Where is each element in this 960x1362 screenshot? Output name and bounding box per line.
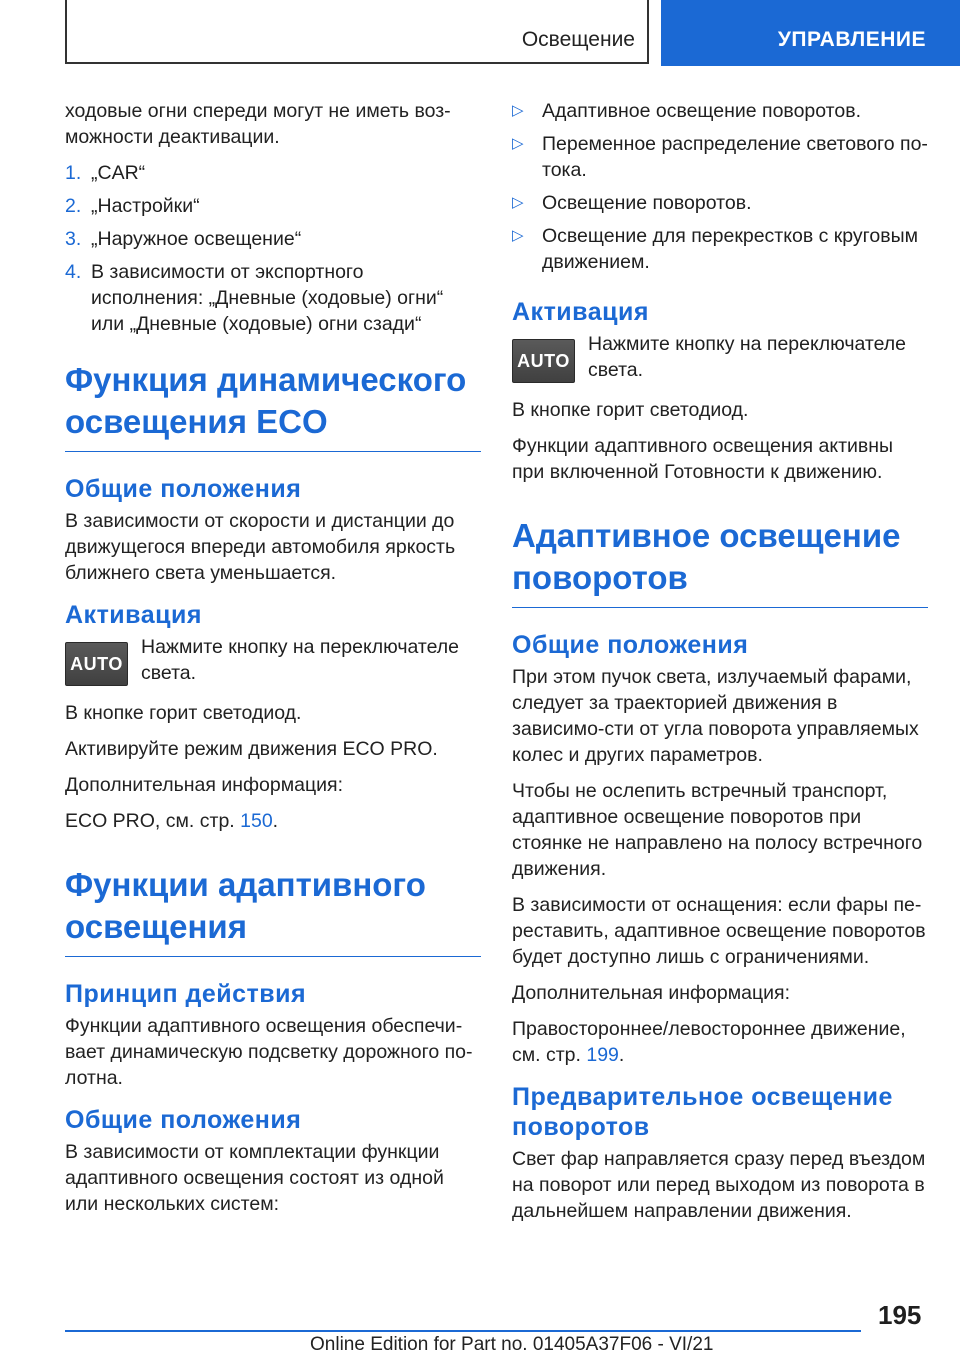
pre-turn-text: Свет фар направляется сразу перед въездом на поворот или перед выходом из поворота в дальнейшем направлении движения. xyxy=(512,1148,926,1222)
turn-more-info: Дополнительная информация: xyxy=(512,982,791,1004)
list-item: ▷ Переменное распределение светового по-тока. xyxy=(512,133,928,181)
turn-oncoming-text: Чтобы не ослепить встречный транспорт, адаптивное освещение поворотов при стоянке не направлено на полосу встречного движения. xyxy=(512,780,923,880)
eco-activation-heading: Активация xyxy=(65,601,202,629)
eco-reference: ECO PRO, см. стр. 150. xyxy=(65,810,279,832)
header-chapter-tab xyxy=(661,0,960,66)
step-item: 1. „CAR“ xyxy=(65,162,146,184)
triangle-bullet-icon: ▷ xyxy=(512,135,524,152)
principle-text: Функции адаптивного освещения обеспечи-вает динамическую подсветку дорожного по-лотна. xyxy=(65,1015,473,1089)
activation-heading: Активация xyxy=(512,298,649,326)
triangle-bullet-icon: ▷ xyxy=(512,102,524,119)
eco-led-text: В кнопке горит светодиод. xyxy=(65,702,302,724)
list-item: ▷ Освещение для перекрестков с круговым движением. xyxy=(512,225,918,273)
adaptive-general-heading: Общие положения xyxy=(65,1106,302,1134)
adaptive-section-title: Функции адаптивного освещения xyxy=(65,864,481,957)
triangle-bullet-icon: ▷ xyxy=(512,194,524,211)
step-item: 4. В зависимости от экспортного исполнения: „Дневные (ходовые) огни“ или „Дневные (ходовые) огни сзади“ xyxy=(65,261,444,335)
list-item: ▷ Адаптивное освещение поворотов. xyxy=(512,100,862,122)
active-text: Функции адаптивного освещения активны при включенной Готовности к движению. xyxy=(512,435,894,483)
auto-button-icon: AUTO xyxy=(512,339,575,383)
eco-press-text: Нажмите кнопку на переключателе света. xyxy=(141,636,460,684)
settings-steps xyxy=(65,160,481,337)
eco-section-title: Функция динамического освещения ECO xyxy=(65,359,481,452)
header-section-tab xyxy=(65,0,649,64)
press-text: Нажмите кнопку на переключателе света. xyxy=(588,333,907,381)
eco-more-info: Дополнительная информация: xyxy=(65,774,344,796)
triangle-bullet-icon: ▷ xyxy=(512,227,524,244)
adaptive-general-text: В зависимости от комплектации функции адаптивного освещения состоят из одной или нескольких систем: xyxy=(65,1141,444,1215)
intro-text: ходовые огни спереди могут не иметь воз-можности деактивации. xyxy=(65,100,451,148)
principle-heading: Принцип действия xyxy=(65,980,307,1008)
header-section-title: Освещение xyxy=(521,28,635,51)
footer-divider xyxy=(65,1330,861,1332)
step-item: 2. „Настройки“ xyxy=(65,195,200,217)
eco-general-heading: Общие положения xyxy=(65,475,302,503)
eco-auto-instruction xyxy=(65,634,481,686)
adaptive-systems-list xyxy=(512,98,928,275)
turn-general-heading: Общие положения xyxy=(512,631,749,659)
eco-mode-text: Активируйте режим движения ECO PRO. xyxy=(65,738,438,760)
eco-general-text: В зависимости от скорости и дистанции до движущегося впереди автомобиля яркость ближнего света уменьшается. xyxy=(65,510,456,584)
pre-turn-heading: Предварительное освещение поворотов xyxy=(512,1083,893,1141)
turn-headlight-text: В зависимости от оснащения: если фары пе-реставить, адаптивное освещение поворотов будет доступно лишь с ограничениями. xyxy=(512,894,926,968)
auto-button-icon: AUTO xyxy=(65,642,128,686)
auto-instruction xyxy=(512,331,928,383)
list-item: ▷ Освещение поворотов. xyxy=(512,192,752,214)
right-column xyxy=(512,98,928,1234)
header-chapter-title: УПРАВЛЕНИЕ xyxy=(777,28,926,51)
turn-section-title: Адаптивное освещение поворотов xyxy=(512,515,928,608)
step-item: 3. „Наружное освещение“ xyxy=(65,228,302,250)
page-link-199[interactable]: 199 xyxy=(586,1044,619,1066)
page-link-150[interactable]: 150 xyxy=(240,810,273,832)
turn-general-text: При этом пучок света, излучаемый фарами, следует за траекторией движения в зависимо-сти от угла поворота управляемых колес и других параметров. xyxy=(512,666,919,766)
turn-reference: Правостороннее/левостороннее движение, см. стр. 199. xyxy=(512,1018,906,1066)
footer-edition: Online Edition for Part no. 01405A37F06 - VI/21 xyxy=(310,1334,714,1355)
led-text: В кнопке горит светодиод. xyxy=(512,399,749,421)
left-column xyxy=(65,98,481,1227)
page-number: 195 xyxy=(878,1300,922,1330)
